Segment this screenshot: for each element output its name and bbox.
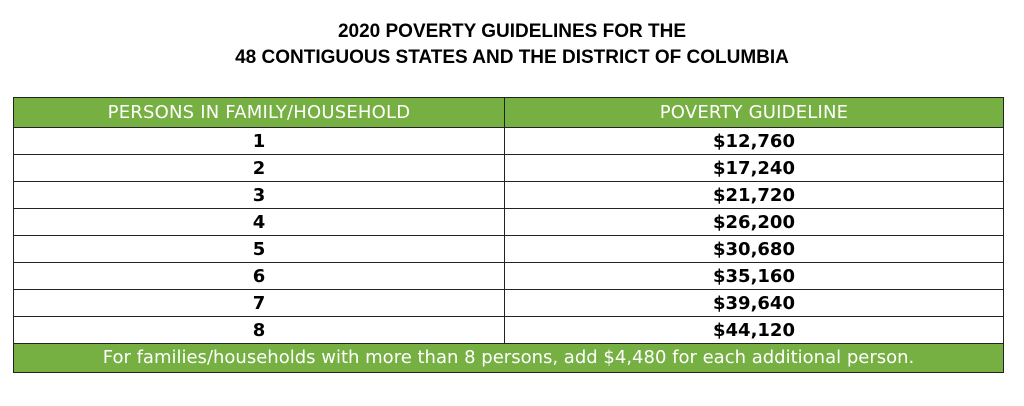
table-row [14, 182, 1004, 209]
guideline-cell: $21,720 [505, 182, 1004, 209]
persons-cell: 6 [14, 263, 505, 290]
persons-cell: 3 [14, 182, 505, 209]
page-title-line-1: 2020 POVERTY GUIDELINES FOR THE [337, 21, 687, 42]
table-row [14, 317, 1004, 344]
persons-cell: 4 [14, 209, 505, 236]
table-row [14, 209, 1004, 236]
table-header-row [14, 98, 1004, 128]
persons-cell: 7 [14, 290, 505, 317]
table-footer-row [14, 344, 1004, 373]
guideline-cell: $30,680 [505, 236, 1004, 263]
column-header-guideline: POVERTY GUIDELINE [505, 98, 1004, 128]
guideline-cell: $26,200 [505, 209, 1004, 236]
guideline-cell: $17,240 [505, 155, 1004, 182]
guideline-cell: $35,160 [505, 263, 1004, 290]
guideline-cell: $44,120 [505, 317, 1004, 344]
table-row [14, 290, 1004, 317]
table-row [14, 236, 1004, 263]
persons-cell: 1 [14, 128, 505, 155]
guideline-cell: $39,640 [505, 290, 1004, 317]
page-title-line-2: 48 CONTIGUOUS STATES AND THE DISTRICT OF COLUMBIA [235, 47, 789, 68]
persons-cell: 2 [14, 155, 505, 182]
guideline-cell: $12,760 [505, 128, 1004, 155]
poverty-guidelines-table [13, 97, 1004, 373]
table-row [14, 155, 1004, 182]
persons-cell: 8 [14, 317, 505, 344]
table-row [14, 128, 1004, 155]
persons-cell: 5 [14, 236, 505, 263]
column-header-persons: PERSONS IN FAMILY/HOUSEHOLD [14, 98, 505, 128]
table-row [14, 263, 1004, 290]
additional-person-note: For families/households with more than 8 persons, add $4,480 for each additional person. [14, 344, 1004, 373]
